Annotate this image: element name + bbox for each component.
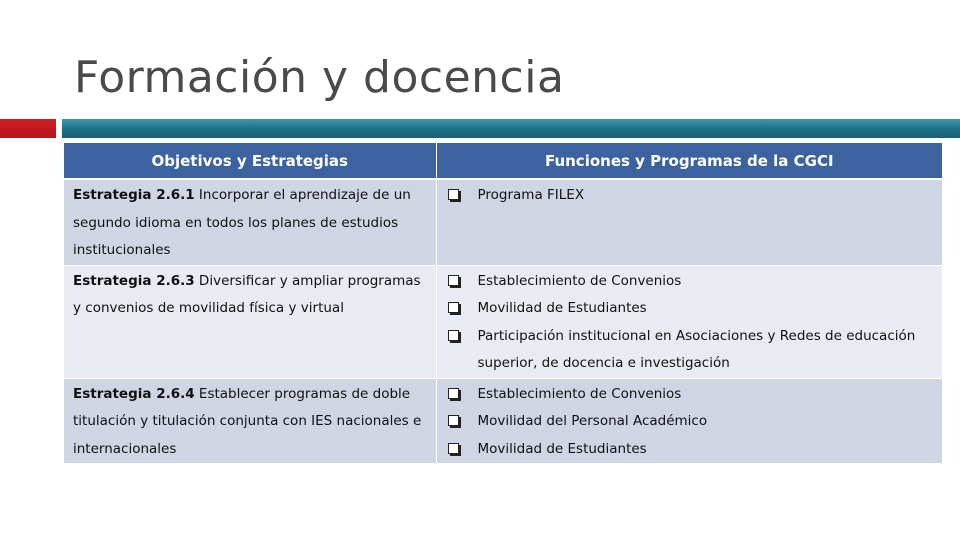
program-label: Movilidad de Estudiantes bbox=[477, 300, 647, 316]
table-row bbox=[64, 265, 942, 378]
program-label: Movilidad de Estudiantes bbox=[477, 440, 647, 457]
program-label: Establecimiento de Convenios bbox=[477, 272, 682, 289]
table-header-row bbox=[64, 143, 942, 179]
list-item bbox=[446, 408, 935, 436]
strategy-label: Estrategia 2.6.1 bbox=[73, 187, 195, 203]
checkbox-bullet-icon bbox=[448, 330, 459, 341]
list-item bbox=[446, 381, 935, 409]
list-item bbox=[446, 436, 935, 464]
program-label: Establecimiento de Convenios bbox=[477, 385, 682, 402]
list-item bbox=[446, 268, 935, 296]
programs-cell bbox=[436, 378, 942, 464]
program-label: Movilidad del Personal Académico bbox=[477, 413, 708, 429]
checkbox-bullet-icon bbox=[448, 443, 459, 454]
accent-bar-teal bbox=[62, 119, 960, 138]
header-funciones: Funciones y Programas de la CGCI bbox=[436, 143, 942, 179]
strategies-table bbox=[64, 143, 942, 464]
strategy-cell bbox=[64, 378, 436, 464]
list-item bbox=[446, 182, 935, 210]
table-row bbox=[64, 378, 942, 464]
strategy-text: Establecer programas de doble titulación y titulación conjunta con IES nacionales e internacionales bbox=[73, 385, 422, 457]
checkbox-bullet-icon bbox=[448, 275, 459, 286]
program-label: Programa FILEX bbox=[477, 187, 585, 203]
program-list bbox=[446, 268, 935, 378]
checkbox-bullet-icon bbox=[448, 189, 459, 200]
strategy-label: Estrategia 2.6.4 bbox=[73, 385, 195, 402]
strategy-cell bbox=[64, 265, 436, 378]
accent-bar-red bbox=[0, 119, 56, 138]
strategy-label: Estrategia 2.6.3 bbox=[73, 272, 195, 289]
list-item bbox=[446, 323, 935, 378]
checkbox-bullet-icon bbox=[448, 388, 459, 399]
program-label: Participación institucional en Asociaciones y Redes de educación superior, de docencia e investigación bbox=[477, 327, 916, 371]
programs-cell bbox=[436, 179, 942, 265]
table-row bbox=[64, 179, 942, 265]
slide-title: Formación y docencia bbox=[74, 52, 565, 103]
strategy-text: Diversificar y ampliar programas y convenios de movilidad física y virtual bbox=[73, 272, 421, 316]
checkbox-bullet-icon bbox=[448, 415, 459, 426]
checkbox-bullet-icon bbox=[448, 302, 459, 313]
program-list bbox=[446, 381, 935, 464]
header-objetivos: Objetivos y Estrategias bbox=[64, 143, 436, 179]
list-item bbox=[446, 295, 935, 323]
programs-cell bbox=[436, 265, 942, 378]
strategy-text: Incorporar el aprendizaje de un segundo idioma en todos los planes de estudios institucionales bbox=[73, 187, 411, 258]
strategy-cell bbox=[64, 179, 436, 265]
program-list bbox=[446, 182, 935, 210]
